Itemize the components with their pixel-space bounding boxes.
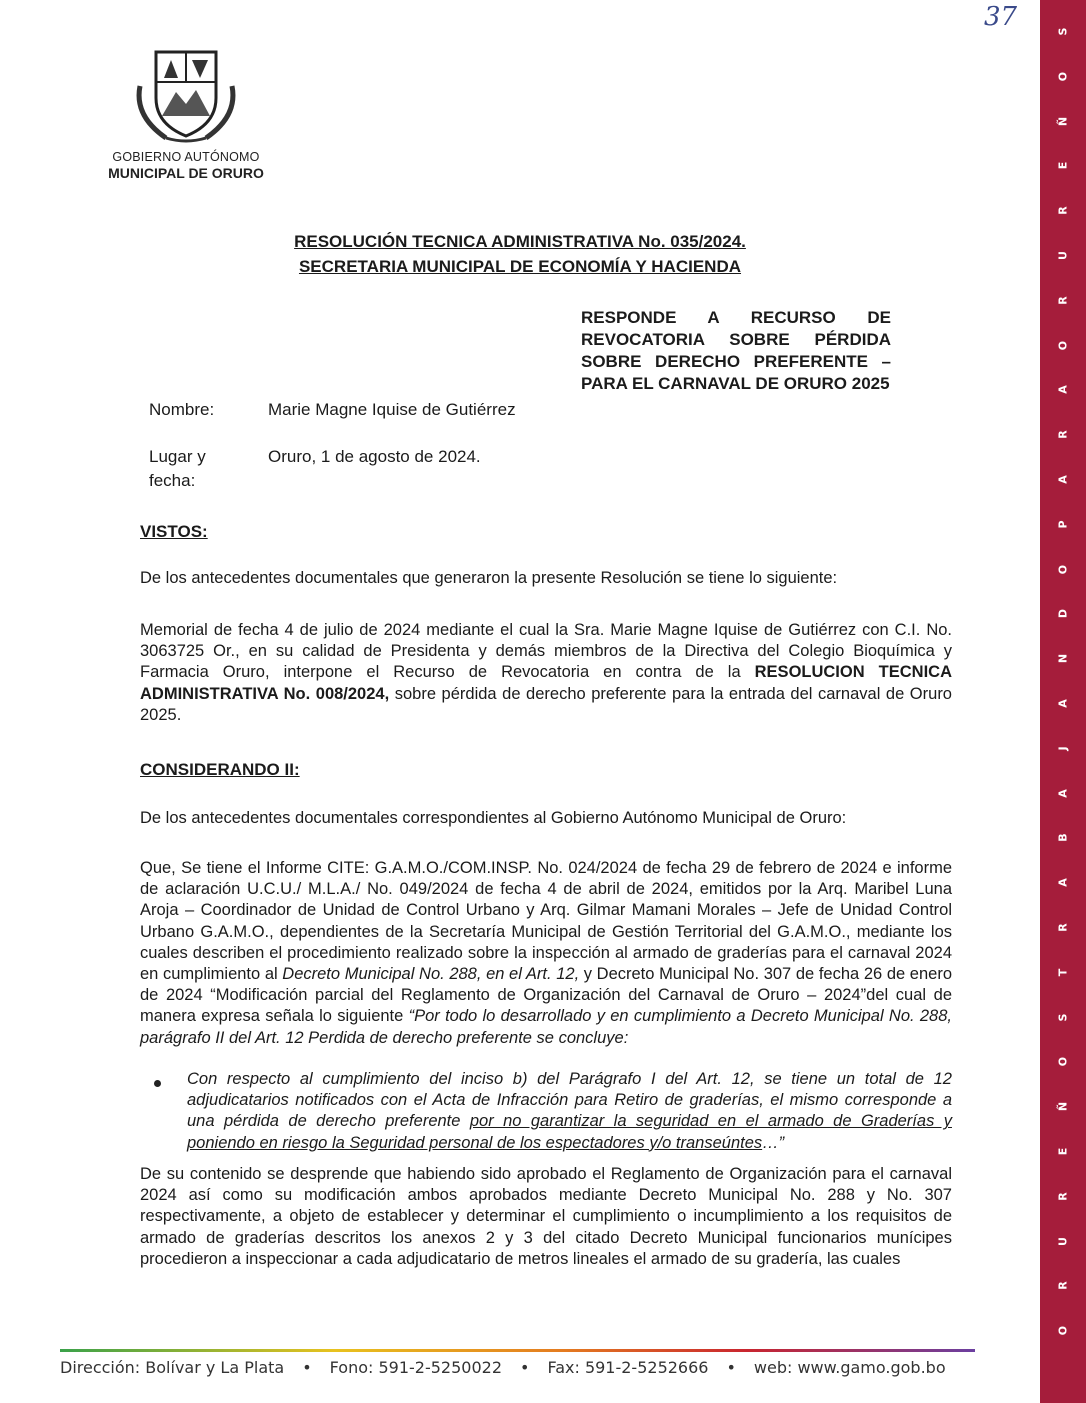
side-band-letter: P [1056,520,1070,529]
subject-block [581,307,891,395]
side-band-letter: R [1056,1281,1070,1291]
side-band-letter: R [1056,430,1070,439]
subject-line: RESPONDE A RECURSO DE [581,308,891,327]
side-band-letter: Ñ [1056,1102,1070,1112]
document-subtitle: SECRETARIA MUNICIPAL DE ECONOMÍA Y HACIENDA [298,257,742,276]
que-decree-ref: Decreto Municipal No. 288, en el Art. 12, [282,965,580,984]
memorial-resolution-ref: RESOLUCION TECNICA ADMINISTRATIVA No. 008/2024, [140,663,952,703]
side-band-letter: A [1056,385,1070,395]
memorial-text-end: sobre pérdida de derecho preferente para la entrada del carnaval de Oruro 2025. [140,684,952,724]
side-band-letter: Ñ [1056,116,1070,126]
footer-web: web: www.gamo.gob.bo [753,1358,946,1377]
side-band-letter: N [1056,654,1070,664]
que-text-cont: y Decreto Municipal No. 307 de fecha 26 de enero de 2024 “Modificación parcial del Reglamento de Organización del Carnaval de Oruro – 2024”del cual de manera expresa señala lo siguiente [140,965,952,1026]
closing-paragraph: De su contenido se desprende que habiendo sido aprobado el Reglamento de Organización para el carnaval 2024 así como su modificación ambos aprobados mediante Decreto Municipal No. 288 y No. 307 respectivamente, a objeto de establecer y determinar el cumplimiento o incumplimiento a los requisitos de armado de graderías descritos los anexos 2 y 3 del citado Decreto Municipal funcionarios munícipes procedieron a inspeccionar a cada adjudicatario de metros lineales el armado de su gradería, las cuales [140,1165,952,1268]
side-band-letter: S [1056,1013,1070,1022]
side-band-letter: O [1056,340,1070,350]
side-band-letter: T [1056,968,1070,977]
side-band-letter: E [1056,1147,1070,1156]
que-text: Que, Se tiene el Informe CITE: G.A.M.O./COM.INSP. No. 024/2024 de fecha 29 de febrero de 2024 e informe de aclaración U.C.U./ M.L.A./ No. 049/2024 de fecha 4 de abril de 2024, emitidos por la Arq. Maribel Luna Aroja – Coordinador de Unidad de Control Urbano y Arq. Gilmar Mamani Morales – Jefe de Unidad Control Urbano G.A.M.O., dependientes de la Secretaría Municipal de Gestión Territorial del G.A.M.O., mediante los cuales describen el procedimiento realizado sobre la inspección al armado de graderías para el carnaval 2024 en cumplimiento al [140,859,952,984]
bullet-item [187,1069,952,1154]
side-band-letter: A [1056,788,1070,798]
name-label: Nombre: [149,400,215,419]
side-band-letter: S [1056,27,1070,36]
footer-address: Dirección: Bolívar y La Plata [60,1358,285,1377]
logo-text-line2: MUNICIPAL DE ORURO [108,165,264,181]
side-band-letter: A [1056,475,1070,484]
side-band-letter: O [1056,71,1070,81]
municipal-logo [96,46,276,186]
footer-separator: • [520,1358,530,1377]
side-band-letter: O [1056,564,1070,574]
side-band-letter: U [1056,1236,1070,1246]
considerando-intro: De los antecedentes documentales correspondientes al Gobierno Autónomo Municipal de Oruro: [140,809,847,827]
place-label-line1: Lugar y [149,447,206,466]
que-paragraph [140,858,952,1049]
side-band-letter: B [1056,833,1070,843]
footer-divider [60,1349,975,1352]
side-band-letter: E [1056,162,1070,170]
document-title: RESOLUCIÓN TECNICA ADMINISTRATIVA No. 035/2024. [294,232,746,251]
name-value: Marie Magne Iquise de Gutiérrez [268,400,516,419]
side-band-letter: A [1056,878,1070,887]
side-band-letter: D [1056,609,1070,619]
footer [60,1358,975,1377]
side-band-letter: O [1056,1057,1070,1067]
place-date-value: Oruro, 1 de agosto de 2024. [268,447,481,466]
side-band-letter: R [1056,1192,1070,1201]
memorial-text: Memorial de fecha 4 de julio de 2024 mediante el cual la Sra. Marie Magne Iquise de Gutiérrez con C.I. No. 3063725 Or., en su calidad de Presidenta y demás miembros de la Directiva del Colegio Bioquímica y Farmacia Oruro, interpone el Recurso de Revocatoria en contra de la [140,621,952,682]
footer-separator: • [302,1358,312,1377]
page-number: 37 [984,2,1018,32]
place-label-line2: fecha: [149,471,196,490]
bullet-text: Con respecto al cumplimiento del inciso b) del Parágrafo I del Art. 12, se tiene un total de 12 adjudicatarios notificados con el Acta de Infracción para Retiro de graderías, el mismo corresponde a una pérdida de derecho preferente [187,1070,952,1131]
subject-line: REVOCATORIA SOBRE PÉRDIDA [581,330,891,349]
side-band-letter: J [1056,746,1070,751]
footer-separator: • [726,1358,736,1377]
bullet-icon [154,1080,161,1087]
side-band-letter: R [1056,296,1070,305]
bullet-underlined-text: por no garantizar la seguridad en el armado de Graderías y poniendo en riesgo la Seguridad personal de los espectadores y/o transeúntes [187,1112,952,1152]
side-band-letter: R [1056,206,1070,215]
vistos-intro: De los antecedentes documentales que generaron la presente Resolución se tiene lo siguiente: [140,569,838,587]
footer-fax: Fax: 591-2-5252666 [547,1358,709,1377]
subject-line: SOBRE DERECHO PREFERENTE – [581,352,891,371]
considerando-heading: CONSIDERANDO II: [140,760,300,779]
footer-phone: Fono: 591-2-5250022 [329,1358,503,1377]
que-quote: “Por todo lo desarrollado y en cumplimiento a Decreto Municipal No. 288, parágrafo II del Art. 12 Perdida de derecho preferente se concluye: [140,1007,952,1047]
side-band-letter: R [1056,923,1070,932]
coat-of-arms-icon [126,46,246,146]
memorial-paragraph [140,620,952,726]
side-band-letter: A [1056,699,1070,708]
side-band [1040,0,1086,1403]
side-band-letter: U [1056,251,1070,260]
subject-line: PARA EL CARNAVAL DE ORURO 2025 [581,374,890,393]
bullet-end: …” [762,1133,785,1152]
side-band-letter: O [1056,1326,1070,1336]
logo-text-line1: GOBIERNO AUTÓNOMO [112,150,260,164]
vistos-heading: VISTOS: [140,522,208,541]
